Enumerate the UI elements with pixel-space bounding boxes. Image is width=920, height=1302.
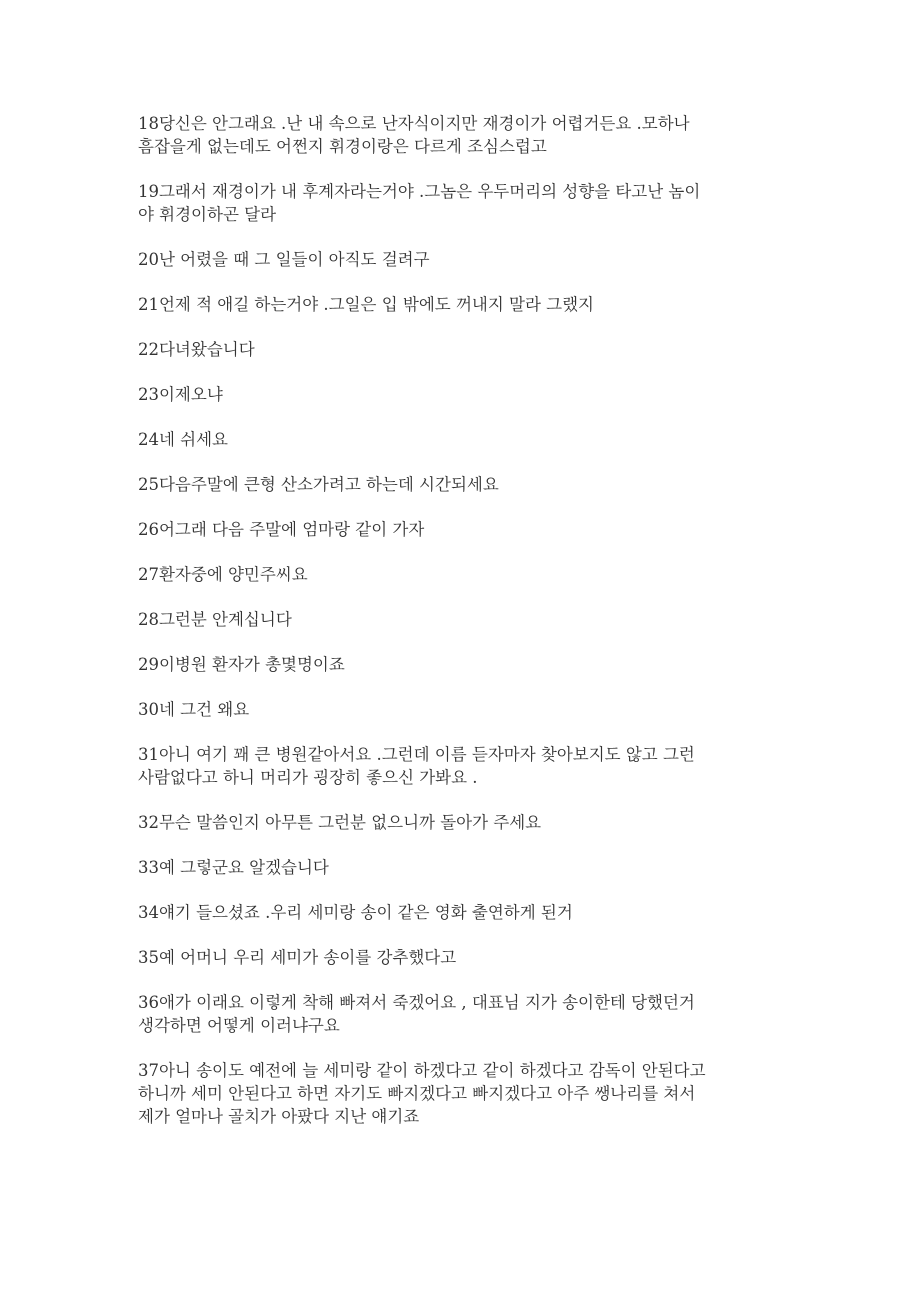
line-text: 35예 어머니 우리 세미가 송이를 강추했다고	[138, 948, 457, 967]
line-text: 32무슨 말씀인지 아무튼 그런분 없으니까 돌아가 주세요	[138, 813, 542, 832]
line-continuation: 야 휘경이하곤 달라	[138, 205, 277, 224]
script-line-34	[138, 901, 838, 924]
line-text: 26어그래 다음 주말에 엄마랑 같이 가자	[138, 520, 425, 539]
line-text: 18당신은 안그래요 .난 내 속으로 난자식이지만 재경이가 어렵거든요 .모하나	[138, 114, 690, 133]
line-text: 29이병원 환자가 총몇명이죠	[138, 655, 345, 674]
line-text: 22다녀왔습니다	[138, 340, 255, 359]
script-line-23	[138, 383, 838, 406]
line-text: 34얘기 들으셨죠 .우리 세미랑 송이 같은 영화 출연하게 된거	[138, 903, 573, 922]
line-text: 30네 그건 왜요	[138, 700, 250, 719]
line-text: 19그래서 재경이가 내 후계자라는거야 .그놈은 우두머리의 성향을 타고난 놈이	[138, 182, 701, 201]
script-line-33	[138, 856, 838, 879]
script-line-35	[138, 946, 838, 969]
script-line-36	[138, 991, 838, 1037]
line-text: 36애가 이래요 이렇게 착해 빠져서 죽겠어요 , 대표님 지가 송이한테 당했던거	[138, 993, 695, 1012]
script-line-27	[138, 563, 838, 586]
line-continuation: 하니까 세미 안된다고 하면 자기도 빠지겠다고 빠지겠다고 아주 쌩나리를 쳐서	[138, 1084, 696, 1103]
script-line-30	[138, 698, 838, 721]
script-line-29	[138, 653, 838, 676]
script-line-25	[138, 473, 838, 496]
line-text: 24네 쉬세요	[138, 430, 228, 449]
line-continuation: 흠잡을게 없는데도 어쩐지 휘경이랑은 다르게 조심스럽고	[138, 137, 547, 156]
script-line-21	[138, 293, 838, 316]
script-line-28	[138, 608, 838, 631]
script-line-32	[138, 811, 838, 834]
line-text: 23이제오냐	[138, 385, 223, 404]
script-line-20	[138, 248, 838, 271]
script-line-19	[138, 180, 838, 226]
script-line-18	[138, 112, 838, 158]
script-line-31	[138, 743, 838, 789]
line-text: 25다음주말에 큰형 산소가려고 하는데 시간되세요	[138, 475, 499, 494]
line-text: 28그런분 안계십니다	[138, 610, 292, 629]
line-continuation: 생각하면 어떻게 이러냐구요	[138, 1016, 340, 1035]
script-line-24	[138, 428, 838, 451]
script-line-26	[138, 518, 838, 541]
line-continuation: 사람없다고 하니 머리가 굉장히 좋으신 가봐요 .	[138, 768, 478, 787]
line-text: 20난 어렸을 때 그 일들이 아직도 걸려구	[138, 250, 430, 269]
document-page	[138, 112, 838, 1150]
line-text: 31아니 여기 꽤 큰 병원같아서요 .그런데 이름 듣자마자 찾아보지도 않고 그런	[138, 745, 695, 764]
line-continuation-2: 제가 얼마나 골치가 아팠다 지난 얘기죠	[138, 1107, 420, 1126]
line-text: 33예 그렇군요 알겠습니다	[138, 858, 329, 877]
line-text: 27환자중에 양민주씨요	[138, 565, 308, 584]
line-text: 21언제 적 애길 하는거야 .그일은 입 밖에도 꺼내지 말라 그랬지	[138, 295, 594, 314]
line-text: 37아니 송이도 예전에 늘 세미랑 같이 하겠다고 같이 하겠다고 감독이 안된다고	[138, 1061, 706, 1080]
script-line-22	[138, 338, 838, 361]
script-line-37	[138, 1059, 838, 1128]
